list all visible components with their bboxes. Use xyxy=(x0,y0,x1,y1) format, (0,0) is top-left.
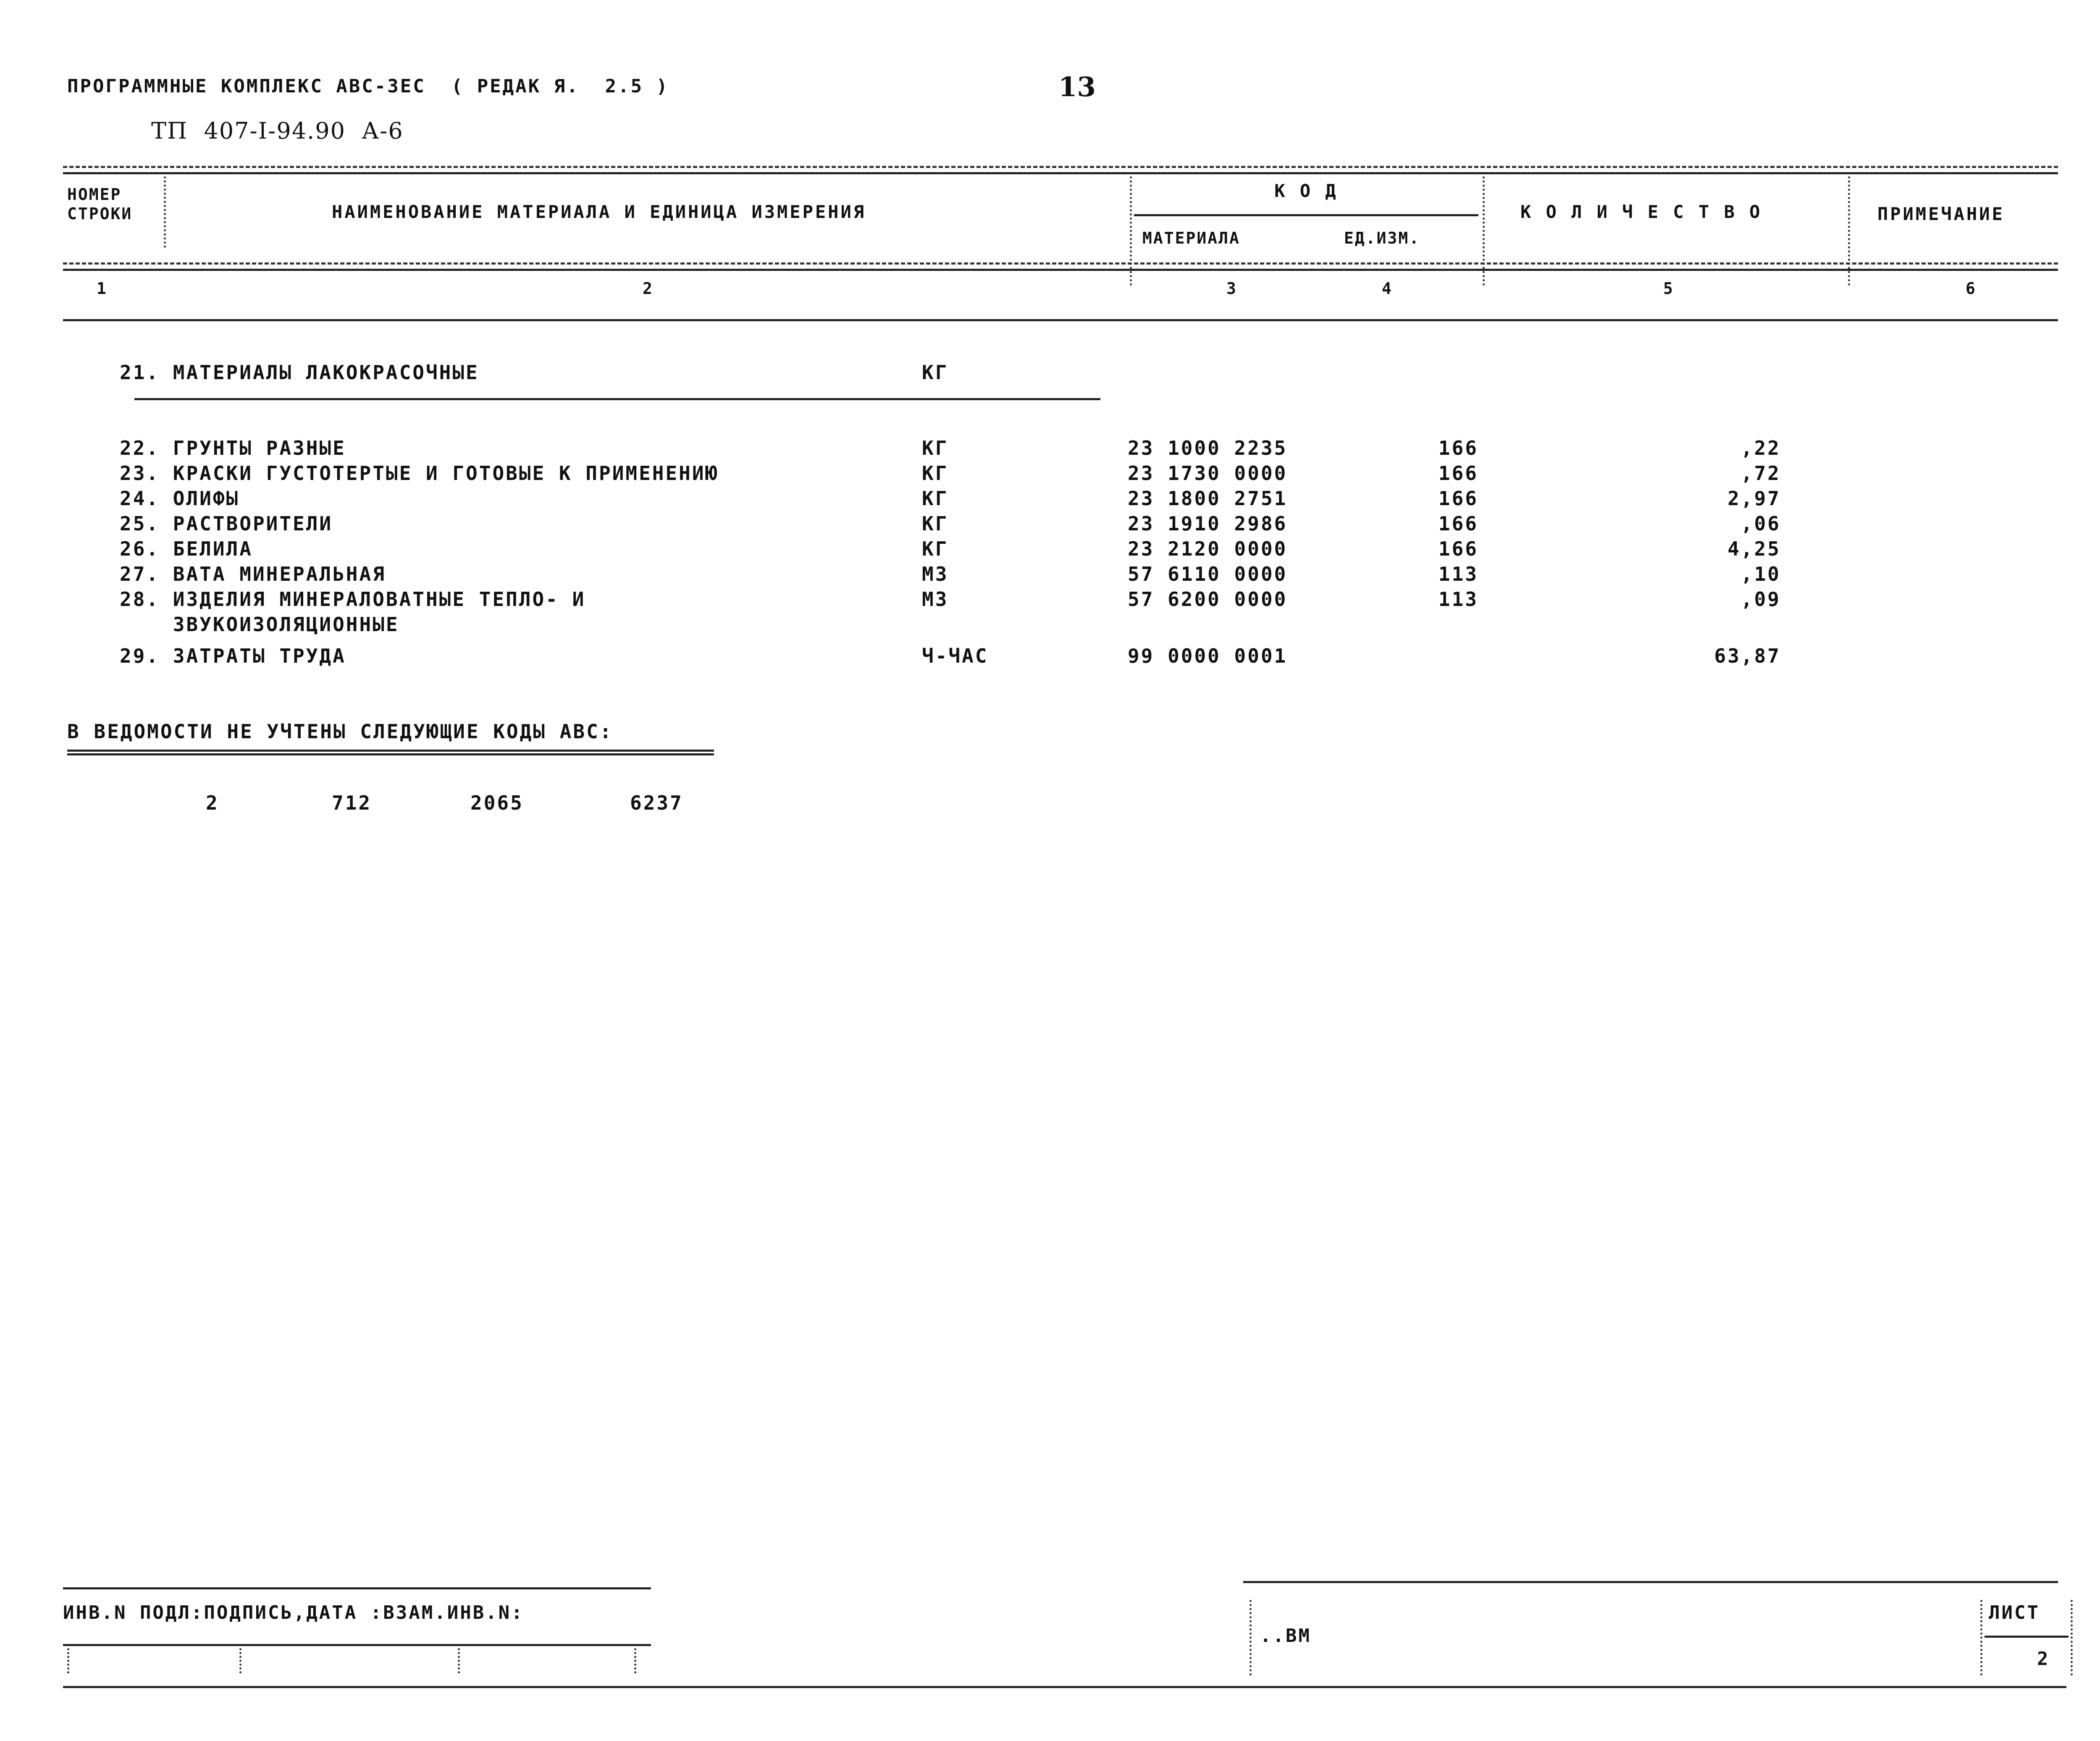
table-row xyxy=(0,613,2100,638)
row-code: 57 6200 0000 xyxy=(1128,588,1288,611)
header-quantity: К О Л И Ч Е С Т В О xyxy=(1520,202,1762,222)
col-num-2: 2 xyxy=(643,279,654,298)
note-row xyxy=(0,720,2100,745)
header-unit-code: ЕД.ИЗМ. xyxy=(1344,229,1420,247)
col-num-3: 3 xyxy=(1226,279,1237,298)
row-name: 24. ОЛИФЫ xyxy=(120,487,240,510)
row-quantity: ,72 xyxy=(1740,462,1781,485)
row-name: 25. РАСТВОРИТЕЛИ xyxy=(120,512,333,535)
document-code: ТП 407-I-94.90 А-6 xyxy=(151,118,404,144)
row-name: 26. БЕЛИЛА xyxy=(120,538,253,560)
header-code-group: К О Д xyxy=(1274,181,1338,201)
table-row xyxy=(0,462,2100,487)
footer-center-text: ..ВМ xyxy=(1260,1625,1311,1647)
row-name: 23. КРАСКИ ГУСТОТЕРТЫЕ И ГОТОВЫЕ К ПРИМЕНЕНИЮ xyxy=(120,462,719,485)
row-unit: КГ xyxy=(922,487,949,510)
row-name: 29. ЗАТРАТЫ ТРУДА xyxy=(120,645,346,667)
row-quantity: ,06 xyxy=(1740,512,1781,535)
table-row xyxy=(0,563,2100,588)
note-code: 6237 xyxy=(630,792,683,814)
row-unit-code: 166 xyxy=(1438,437,1478,459)
row-code: 57 6110 0000 xyxy=(1128,563,1288,585)
row-unit-code: 166 xyxy=(1438,512,1478,535)
row-quantity: ,09 xyxy=(1740,588,1781,611)
table-row xyxy=(0,538,2100,563)
row-unit: М3 xyxy=(922,588,949,611)
row-code: 23 2120 0000 xyxy=(1128,538,1288,560)
row-unit: КГ xyxy=(922,538,949,560)
row-name: 27. ВАТА МИНЕРАЛЬНАЯ xyxy=(120,563,386,585)
row-name: ЗВУКОИЗОЛЯЦИОННЫЕ xyxy=(120,613,399,636)
stamp-labels: ИНВ.N ПОДЛ:ПОДПИСЬ,ДАТА :ВЗАМ.ИНВ.N: xyxy=(63,1602,524,1623)
program-line: ПРОГРАММНЫЕ КОМПЛЕКС АВС-3ЕС ( РЕДАК Я. 2.5 ) xyxy=(67,76,669,97)
row-quantity: 4,25 xyxy=(1727,538,1781,560)
note-code: 2 xyxy=(206,792,219,814)
row-unit-code: 166 xyxy=(1438,487,1478,510)
col-num-5: 5 xyxy=(1663,279,1674,298)
row-code: 23 1800 2751 xyxy=(1128,487,1288,510)
note-code: 712 xyxy=(332,792,372,814)
row-code: 99 0000 0001 xyxy=(1128,645,1288,667)
note-text: В ВЕДОМОСТИ НЕ УЧТЕНЫ СЛЕДУЮЩИЕ КОДЫ АВС: xyxy=(67,720,613,743)
sheet-label: ЛИСТ xyxy=(1989,1602,2040,1623)
header-name: НАИМЕНОВАНИЕ МАТЕРИАЛА И ЕДИНИЦА ИЗМЕРЕНИЯ xyxy=(332,202,866,222)
note-code: 2065 xyxy=(470,792,524,814)
page-number: 13 xyxy=(1058,71,1096,103)
row-unit-code: 166 xyxy=(1438,538,1478,560)
sheet-number: 2 xyxy=(2037,1648,2050,1670)
row-quantity: 2,97 xyxy=(1727,487,1781,510)
row-unit: КГ xyxy=(922,437,949,459)
col-num-6: 6 xyxy=(1966,279,1977,298)
row-code: 23 1000 2235 xyxy=(1128,437,1288,459)
row-quantity: ,10 xyxy=(1740,563,1781,585)
row-unit: КГ xyxy=(922,512,949,535)
section-row xyxy=(0,361,2100,386)
header-row-number: НОМЕР СТРОКИ xyxy=(67,185,133,223)
row-code: 23 1910 2986 xyxy=(1128,512,1288,535)
table-row xyxy=(0,512,2100,538)
row-name: 28. ИЗДЕЛИЯ МИНЕРАЛОВАТНЫЕ ТЕПЛО- И xyxy=(120,588,586,611)
row-unit-code: 113 xyxy=(1438,563,1478,585)
table-row xyxy=(0,645,2100,670)
table-row xyxy=(0,437,2100,462)
header-notes: ПРИМЕЧАНИЕ xyxy=(1877,204,2005,224)
note-codes xyxy=(0,792,2100,817)
row-unit: КГ xyxy=(922,462,949,485)
header-material-code: МАТЕРИАЛА xyxy=(1142,229,1240,247)
section-unit: КГ xyxy=(922,361,949,384)
row-name: 22. ГРУНТЫ РАЗНЫЕ xyxy=(120,437,346,459)
row-unit: М3 xyxy=(922,563,949,585)
col-num-1: 1 xyxy=(97,279,108,298)
table-row xyxy=(0,487,2100,512)
col-num-4: 4 xyxy=(1382,279,1393,298)
row-unit-code: 113 xyxy=(1438,588,1478,611)
row-code: 23 1730 0000 xyxy=(1128,462,1288,485)
section-title: 21. МАТЕРИАЛЫ ЛАКОКРАСОЧНЫЕ xyxy=(120,361,479,384)
table-row xyxy=(0,588,2100,613)
row-quantity: 63,87 xyxy=(1714,645,1781,667)
row-quantity: ,22 xyxy=(1740,437,1781,459)
row-unit: Ч-ЧАС xyxy=(922,645,989,667)
row-unit-code: 166 xyxy=(1438,462,1478,485)
